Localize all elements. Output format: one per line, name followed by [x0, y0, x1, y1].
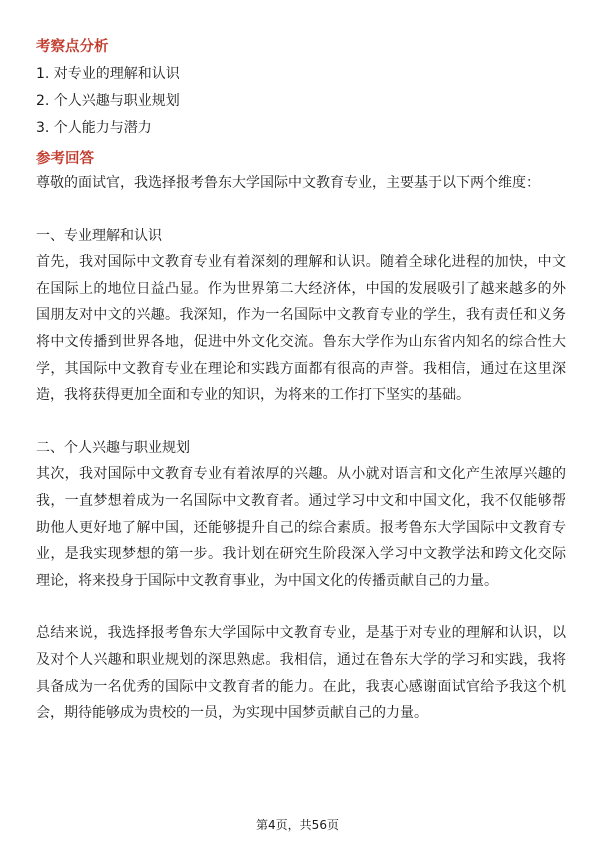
analysis-item-2: 2. 个人兴趣与职业规划	[36, 93, 180, 109]
answer-intro: 尊敬的面试官，我选择报考鲁东大学国际中文教育专业，主要基于以下两个维度：	[36, 175, 540, 191]
answer-title: 参考回答	[36, 151, 94, 167]
section1-body: 首先，我对国际中文教育专业有着深刻的理解和认识。随着全球化进程的加快，中文在国际上的地位日益凸显。作为世界第二大经济体，中国的发展吸引了越来越多的外国朋友对中文的兴趣。我深知，作为一名国际中文教育专业的学生，我有责任和义务将中文传播到世界各地，促进中外文化交流。鲁东大学作为山东省内知名的综合性大学，其国际中文教育专业在理论和实践方面都有很高的声誉。我相信，通过在这里深造，我将获得更加全面和专业的知识，为将来的工作打下坚实的基础。	[36, 254, 566, 404]
section1-heading: 一、专业理解和认识	[36, 227, 162, 244]
section2-heading: 二、个人兴趣与职业规划	[36, 439, 190, 456]
conclusion-paragraph: 总结来说，我选择报考鲁东大学国际中文教育专业，是基于对专业的理解和认识，以及对个人兴趣和职业规划的深思熟虑。我相信，通过在鲁东大学的学习和实践，我将具备成为一名优秀的国际中文教育者的能力。在此，我衷心感谢面试官给予我这个机会，期待能够成为贵校的一员，为实现中国梦贡献自己的力量。	[36, 625, 566, 722]
analysis-title: 考察点分析	[36, 39, 109, 55]
section2-body: 其次，我对国际中文教育专业有着浓厚的兴趣。从小就对语言和文化产生浓厚兴趣的我，一直梦想着成为一名国际中文教育者。通过学习中文和中国文化，我不仅能够帮助他人更好地了解中国，还能够提升自己的综合素质。报考鲁东大学国际中文教育专业，是我实现梦想的第一步。我计划在研究生阶段深入学习中文教学法和跨文化交际理论，将来投身于国际中文教育事业，为中国文化的传播贡献自己的力量。	[36, 466, 566, 589]
page-number: 第4页，共56页	[256, 818, 339, 832]
analysis-item-1: 1. 对专业的理解和认识	[36, 66, 180, 82]
document-page	[36, 36, 566, 727]
analysis-item-3: 3. 个人能力与潜力	[36, 120, 152, 136]
